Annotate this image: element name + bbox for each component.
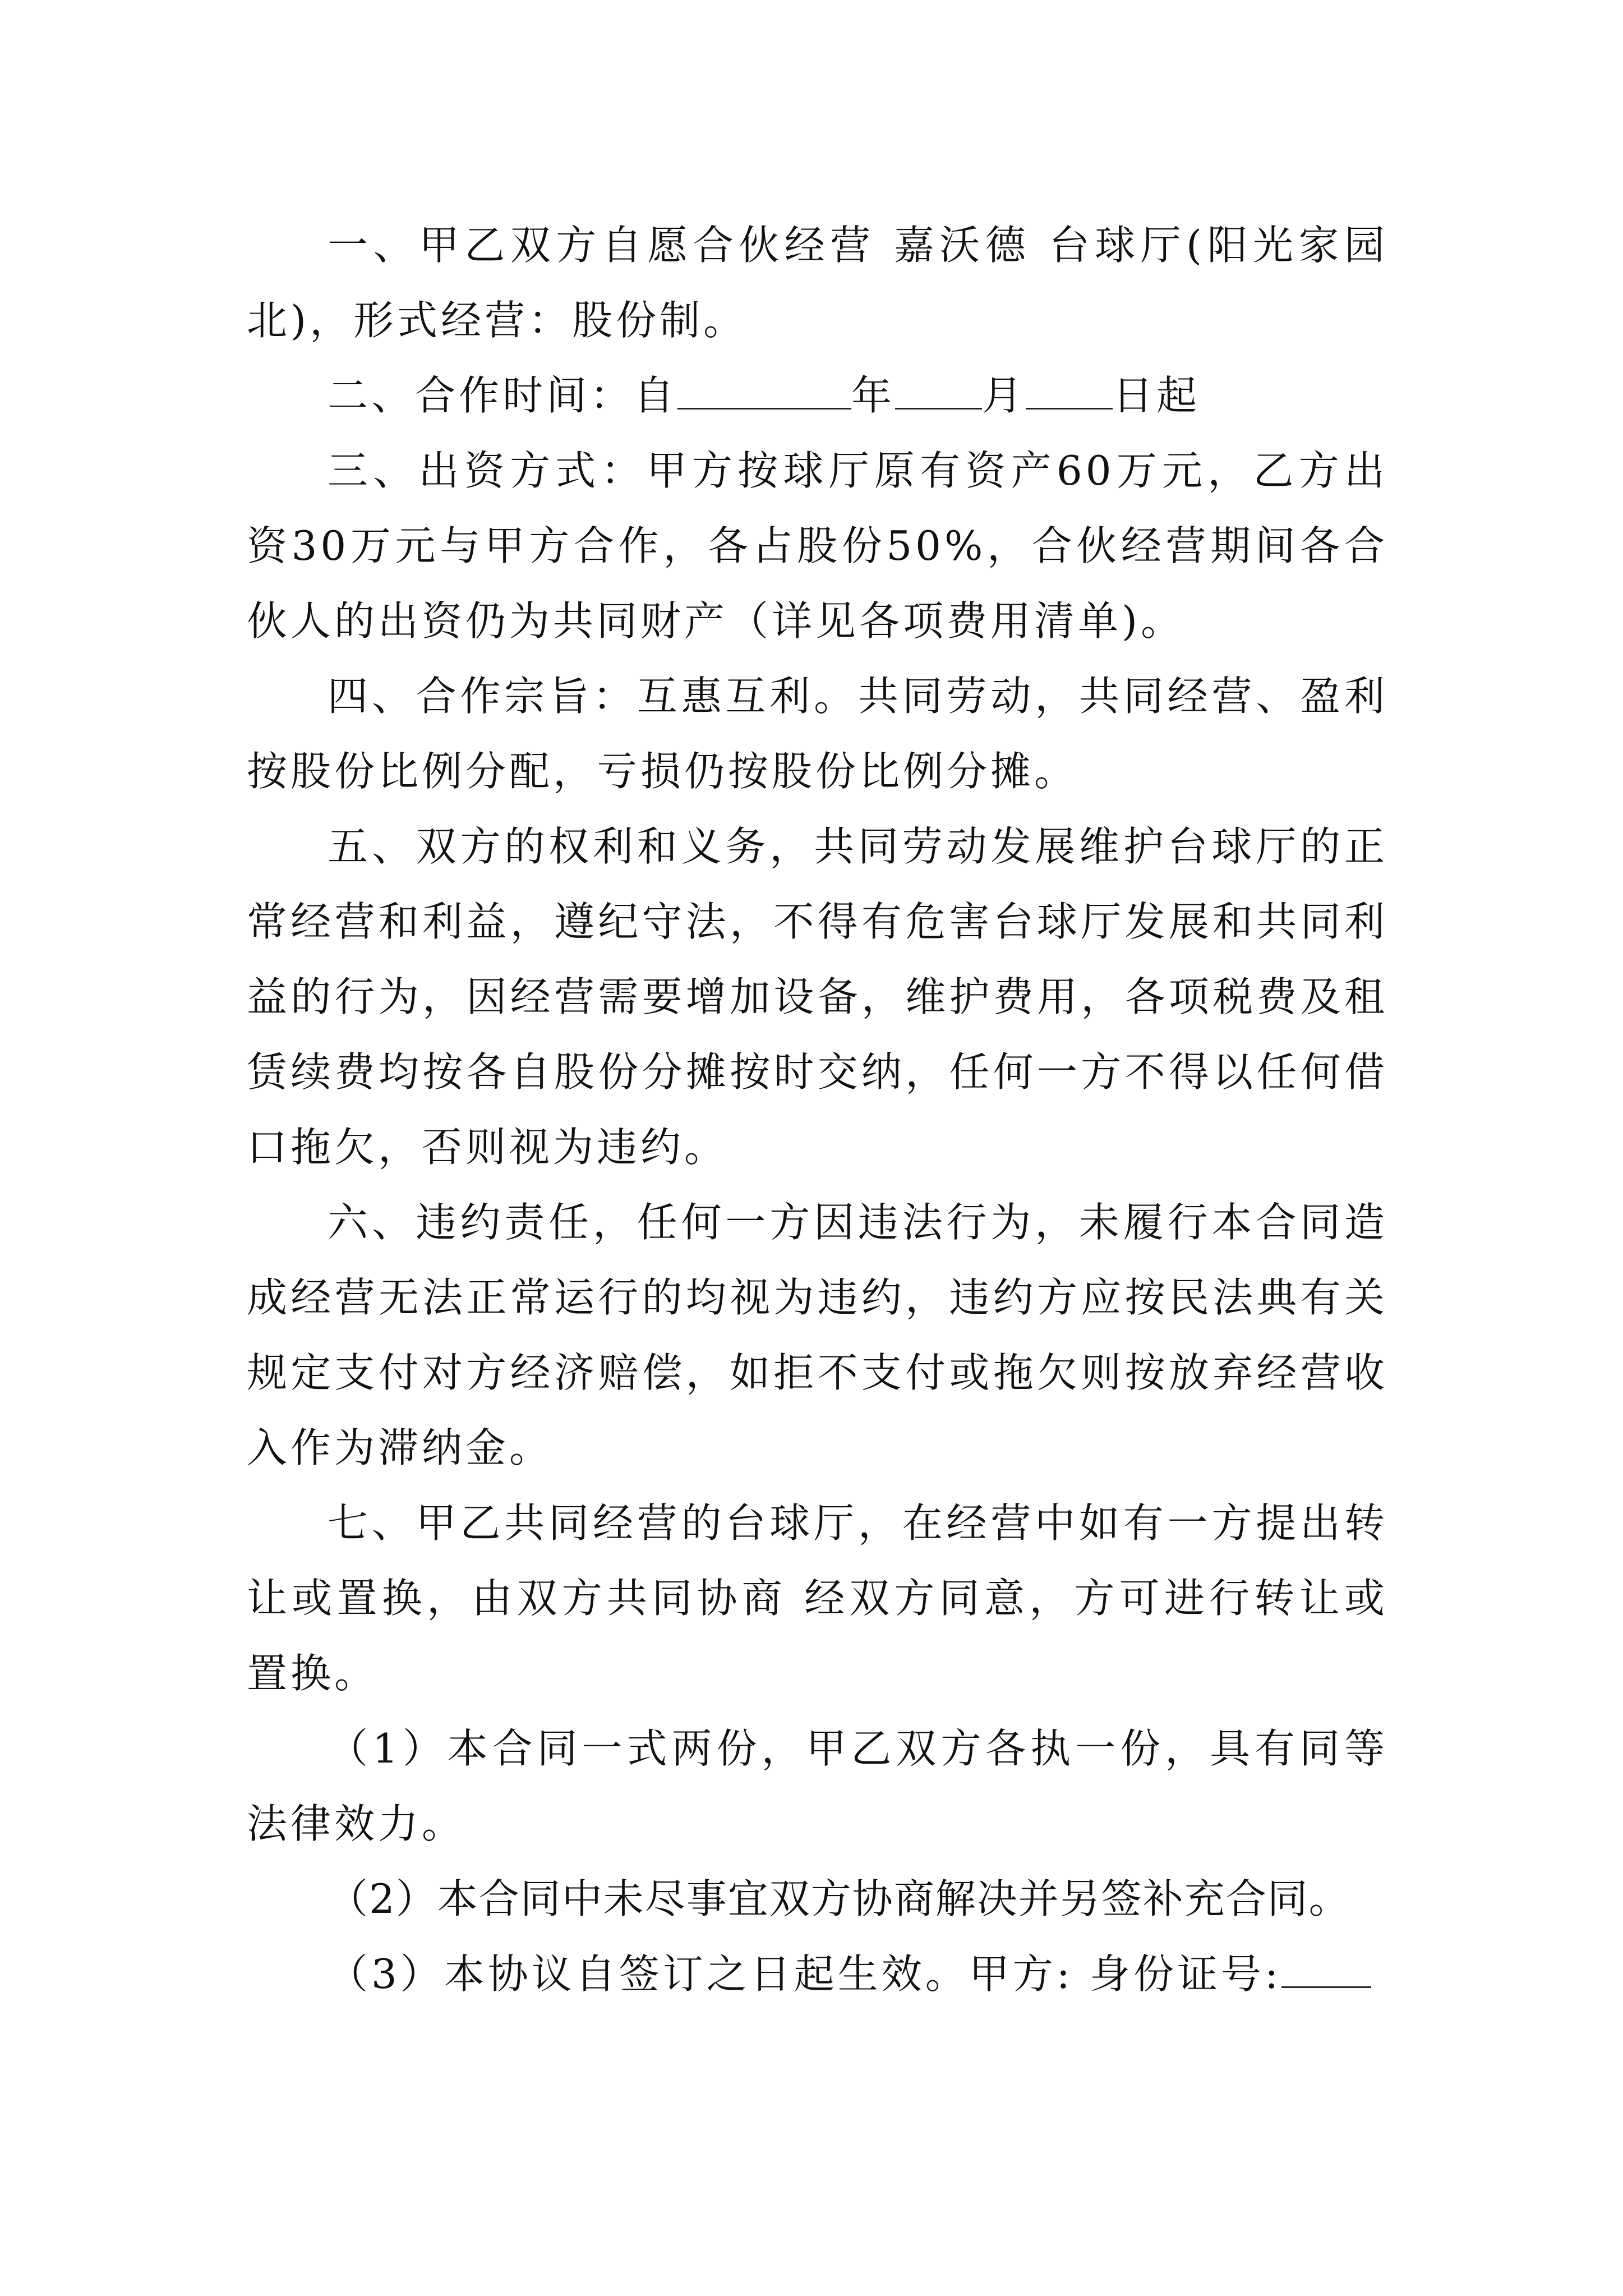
clause-1: 一、甲乙双方自愿合伙经营 嘉沃德 台球厅(阳光家园北)，形式经营：股份制。 — [247, 222, 1388, 344]
item-3-text: （3）本协议自签订之日起生效。甲方: 身份证号: — [328, 1950, 1282, 1998]
clause-4: 四、合作宗旨：互惠互利。共同劳动，共同经营、盈利按股份比例分配，亏损仍按股份比例分摊。 — [247, 673, 1388, 795]
clause-5: 五、双方的权利和义务，共同劳动发展维护台球厅的正常经营和利益，遵纪守法，不得有危害台球厅发展和共同利益的行为，因经营需要增加设备，维护费用，各项税费及租赁续费均按各自股份分摊按时交纳，任何一方不得以任何借口拖欠，否则视为违约。 — [247, 823, 1388, 1171]
month-blank[interactable] — [895, 371, 982, 409]
year-label: 年 — [851, 372, 896, 419]
clause-6: 六、违约责任，任何一方因违法行为，未履行本合同造成经营无法正常运行的均视为违约，违约方应按民法典有关规定支付对方经济赔偿，如拒不支付或拖欠则按放弃经营收入作为滞纳金。 — [247, 1199, 1388, 1471]
id-number-blank[interactable] — [1281, 1950, 1371, 1988]
day-blank[interactable] — [1026, 371, 1113, 409]
clause-2 — [247, 358, 1388, 433]
item-2: （2）本合同中未尽事宜双方协商解决并另签补充合同。 — [328, 1875, 1350, 1922]
item-3 — [247, 1936, 1388, 2012]
contract-body — [247, 208, 1388, 2012]
day-label: 日起 — [1113, 372, 1201, 419]
clause-2-prefix: 二、合作时间：自 — [328, 372, 678, 419]
year-blank[interactable] — [677, 371, 851, 409]
item-1: （1）本合同一式两份，甲乙双方各执一份，具有同等法律效力。 — [247, 1725, 1388, 1847]
clause-7: 七、甲乙共同经营的台球厅，在经营中如有一方提出转让或置换，由双方共同协商 经双方同意，方可进行转让或置换。 — [247, 1499, 1388, 1697]
month-label: 月 — [982, 372, 1026, 419]
clause-3: 三、出资方式：甲方按球厅原有资产60万元，乙方出资30万元与甲方合作，各占股份50%，合伙经营期间各合伙人的出资仍为共同财产（详见各项费用清单)。 — [247, 447, 1388, 645]
